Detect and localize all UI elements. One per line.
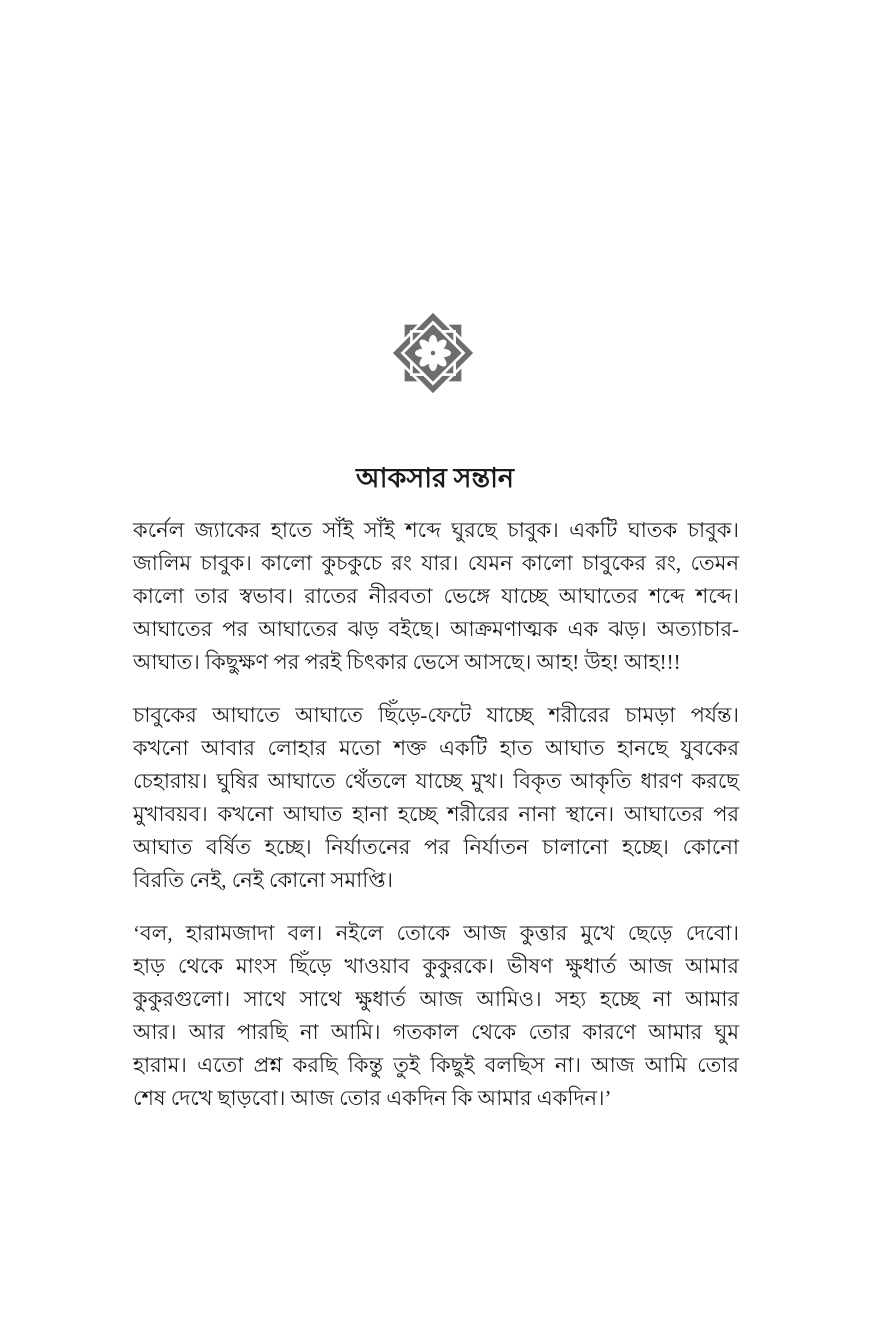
paragraph-3 — [133, 917, 739, 1115]
paragraph-2 — [133, 699, 739, 897]
text-line: ‘বল, হারামজাদা বল। নইলে তোকে আজ কুত্তার মুখে ছেড়ে দেবো। — [133, 921, 739, 945]
text-line: কালো তার স্বভাব। রাতের নীরবতা ভেঙ্গে যাচ্ছে আঘাতের শব্দে শব্দে। — [133, 584, 739, 608]
text-line: আঘাত বর্ষিত হচ্ছে। নির্যাতনের পর নির্যাতন চালানো হচ্ছে। কোনো — [133, 835, 739, 859]
text-line: কুকুরগুলো। সাথে সাথে ক্ষুধার্ত আজ আমিও। সহ্য হচ্ছে না আমার — [133, 987, 739, 1011]
chapter-body — [133, 514, 739, 1135]
text-line: চেহারায়। ঘুষির আঘাতে থেঁতলে যাচ্ছে মুখ। বিকৃত আকৃতি ধারণ করছে — [133, 769, 739, 793]
text-line: আঘাত। কিছুক্ষণ পর পরই চিৎকার ভেসে আসছে। আহ! উহ! আহ!!! — [133, 650, 681, 674]
text-line: জালিম চাবুক। কালো কুচকুচে রং যার। যেমন কালো চাবুকের রং, তেমন — [133, 551, 739, 575]
text-line: কর্নেল জ্যাকের হাতে সাঁই সাঁই শব্দে ঘুরছে চাবুক। একটি ঘাতক চাবুক। — [133, 518, 739, 542]
text-line: চাবুকের আঘাতে আঘাতে ছিঁড়ে-ফেটে যাচ্ছে শরীরের চামড়া পর্যন্ত। — [133, 703, 739, 727]
chapter-title: আকসার সন্তান — [355, 463, 515, 493]
text-line: বিরতি নেই, নেই কোনো সমাপ্তি। — [133, 868, 393, 892]
ornament-icon — [388, 308, 478, 398]
text-line: হাড় থেকে মাংস ছিঁড়ে খাওয়াব কুকুরকে। ভীষণ ক্ষুধার্ত আজ আমার — [133, 954, 739, 978]
text-line: শেষ দেখে ছাড়বো। আজ তোর একদিন কি আমার একদিন।’ — [133, 1086, 612, 1110]
text-line: মুখাবয়ব। কখনো আঘাত হানা হচ্ছে শরীরের নানা স্থানে। আঘাতের পর — [133, 802, 739, 826]
text-line: আঘাতের পর আঘাতের ঝড় বইছে। আক্রমণাত্মক এক ঝড়। অত্যাচার- — [133, 617, 739, 641]
ornament-center — [431, 351, 436, 356]
text-line: আর। আর পারছি না আমি। গতকাল থেকে তোর কারণে আমার ঘুম — [133, 1020, 739, 1044]
paragraph-1 — [133, 514, 739, 679]
text-line: হারাম। এতো প্রশ্ন করছি কিন্তু তুই কিছুই বলছিস না। আজ আমি তোর — [133, 1053, 739, 1077]
text-line: কখনো আবার লোহার মতো শক্ত একটি হাত আঘাত হানছে যুবকের — [133, 736, 739, 760]
